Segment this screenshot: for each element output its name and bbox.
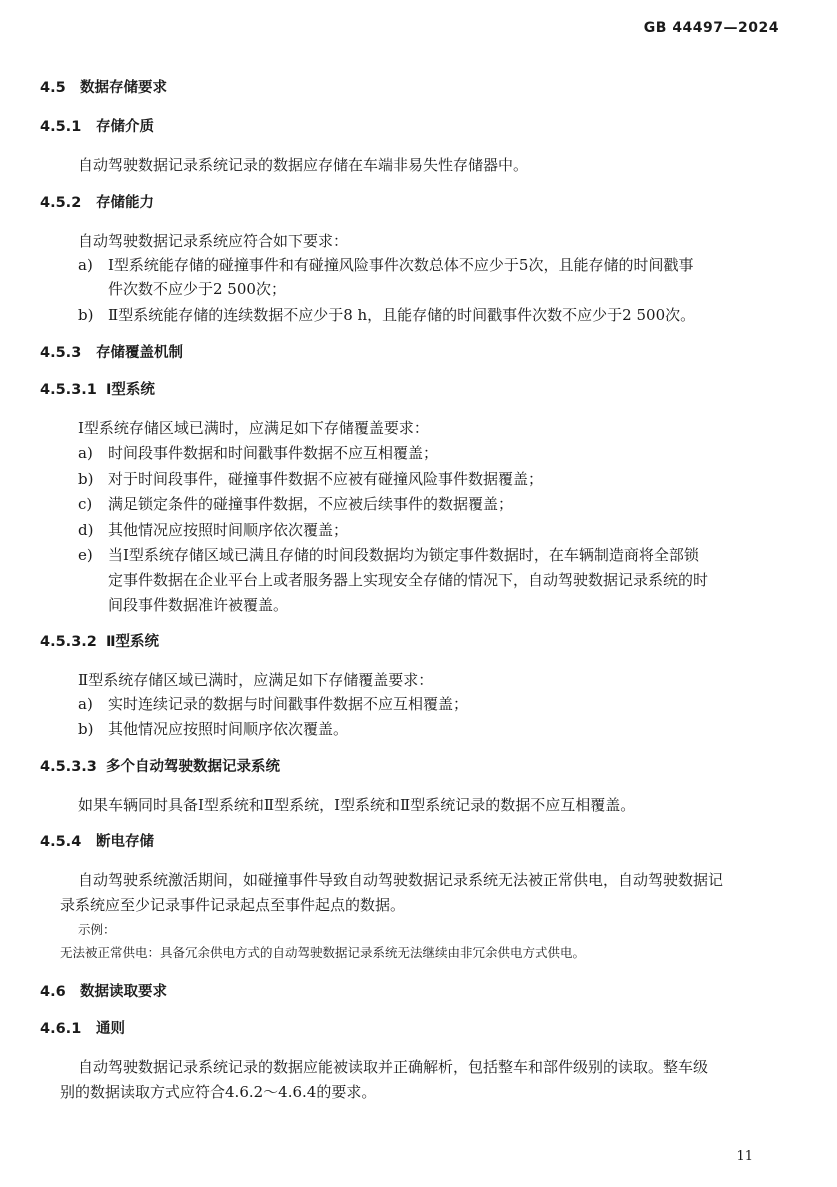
list-marker: a)	[78, 444, 93, 462]
section-heading-4-5-2	[40, 193, 154, 213]
list-marker: a)	[78, 256, 93, 274]
list-item	[78, 545, 699, 565]
list-text: Ⅰ型系统能存储的碰撞事件和有碰撞风险事件次数总体不应少于5次，且能存储的时间戳事	[108, 256, 694, 274]
section-number: 4.5.3	[40, 345, 82, 361]
list-text: Ⅱ型系统能存储的连续数据不应少于8 h，且能存储的时间戳事件次数不应少于2 500次。	[108, 306, 696, 324]
section-title: 通则	[96, 1021, 125, 1037]
list-marker: e)	[78, 546, 93, 564]
list-text: 其他情况应按照时间顺序依次覆盖；	[108, 521, 349, 539]
list-item	[78, 469, 543, 489]
list-item	[78, 719, 348, 739]
list-text: 其他情况应按照时间顺序依次覆盖。	[108, 720, 349, 738]
section-title: 数据读取要求	[80, 984, 167, 1000]
paragraph: Ⅱ型系统存储区域已满时，应满足如下存储覆盖要求：	[78, 671, 434, 689]
paragraph: 如果车辆同时具备Ⅰ型系统和Ⅱ型系统，Ⅰ型系统和Ⅱ型系统记录的数据不应互相覆盖。	[78, 796, 636, 814]
section-title: 存储覆盖机制	[96, 345, 183, 361]
section-title: 存储介质	[96, 119, 154, 135]
section-heading-4-6	[40, 982, 167, 1002]
list-item-continuation: 定事件数据在企业平台上或者服务器上实现安全存储的情况下，自动驾驶数据记录系统的时	[108, 571, 709, 589]
paragraph: 自动驾驶系统激活期间，如碰撞事件导致自动驾驶数据记录系统无法被正常供电，自动驾驶数据记	[78, 871, 724, 889]
section-number: 4.6	[40, 984, 66, 1000]
section-number: 4.5.3.1	[40, 382, 97, 398]
section-heading-4-5-1	[40, 117, 154, 137]
section-number: 4.5.3.2	[40, 634, 97, 650]
paragraph: Ⅰ型系统存储区域已满时，应满足如下存储覆盖要求：	[78, 419, 429, 437]
list-item	[78, 494, 513, 514]
list-item	[78, 520, 348, 540]
page-number: 11	[736, 1149, 753, 1164]
section-title: Ⅰ型系统	[106, 382, 155, 398]
paragraph: 自动驾驶数据记录系统记录的数据应存储在车端非易失性存储器中。	[78, 156, 529, 174]
section-title: 存储能力	[96, 195, 154, 211]
section-number: 4.5.3.3	[40, 759, 97, 775]
paragraph-continuation: 别的数据读取方式应符合4.6.2～4.6.4的要求。	[60, 1083, 377, 1101]
section-heading-4-5-3-1	[40, 380, 155, 400]
list-text: 时间段事件数据和时间戳事件数据不应互相覆盖；	[108, 444, 439, 462]
list-marker: b)	[78, 470, 94, 488]
section-title: 断电存储	[96, 834, 154, 850]
list-item	[78, 694, 468, 714]
paragraph: 自动驾驶数据记录系统记录的数据应能被读取并正确解析，包括整车和部件级别的读取。整车级	[78, 1058, 709, 1076]
section-number: 4.5.2	[40, 195, 82, 211]
section-title: 多个自动驾驶数据记录系统	[106, 759, 280, 775]
list-marker: a)	[78, 695, 93, 713]
section-title: Ⅱ型系统	[106, 634, 160, 650]
list-item	[78, 255, 693, 275]
section-number: 4.6.1	[40, 1021, 82, 1037]
section-heading-4-6-1	[40, 1019, 125, 1039]
example-text: 无法被正常供电：具备冗余供电方式的自动驾驶数据记录系统无法继续由非冗余供电方式供电。	[60, 945, 586, 960]
section-heading-4-5-3-2	[40, 632, 159, 652]
list-item-continuation: 间段事件数据准许被覆盖。	[108, 596, 289, 614]
list-marker: c)	[78, 495, 93, 513]
section-number: 4.5.4	[40, 834, 82, 850]
standard-code: GB 44497—2024	[643, 20, 779, 36]
list-marker: b)	[78, 306, 94, 324]
section-number: 4.5.1	[40, 119, 82, 135]
list-marker: d)	[78, 521, 94, 539]
section-heading-4-5-3-3	[40, 757, 280, 777]
section-heading-4-5	[40, 78, 167, 98]
section-title: 数据存储要求	[80, 80, 167, 96]
list-item	[78, 443, 438, 463]
section-number: 4.5	[40, 80, 66, 96]
list-text: 实时连续记录的数据与时间戳事件数据不应互相覆盖；	[108, 695, 469, 713]
paragraph: 自动驾驶数据记录系统应符合如下要求：	[78, 232, 349, 250]
paragraph-continuation: 录系统应至少记录事件记录起点至事件起点的数据。	[60, 896, 406, 914]
list-text: 当Ⅰ型系统存储区域已满且存储的时间段数据均为锁定事件数据时，在车辆制造商将全部锁	[108, 546, 699, 564]
list-text: 满足锁定条件的碰撞事件数据，不应被后续事件的数据覆盖；	[108, 495, 514, 513]
section-heading-4-5-3	[40, 343, 183, 363]
list-text: 对于时间段事件，碰撞事件数据不应被有碰撞风险事件数据覆盖；	[108, 470, 544, 488]
list-marker: b)	[78, 720, 94, 738]
list-item	[78, 305, 695, 325]
section-heading-4-5-4	[40, 832, 154, 852]
list-item-continuation: 件次数不应少于2 500次；	[108, 280, 286, 298]
example-label: 示例：	[78, 922, 116, 937]
